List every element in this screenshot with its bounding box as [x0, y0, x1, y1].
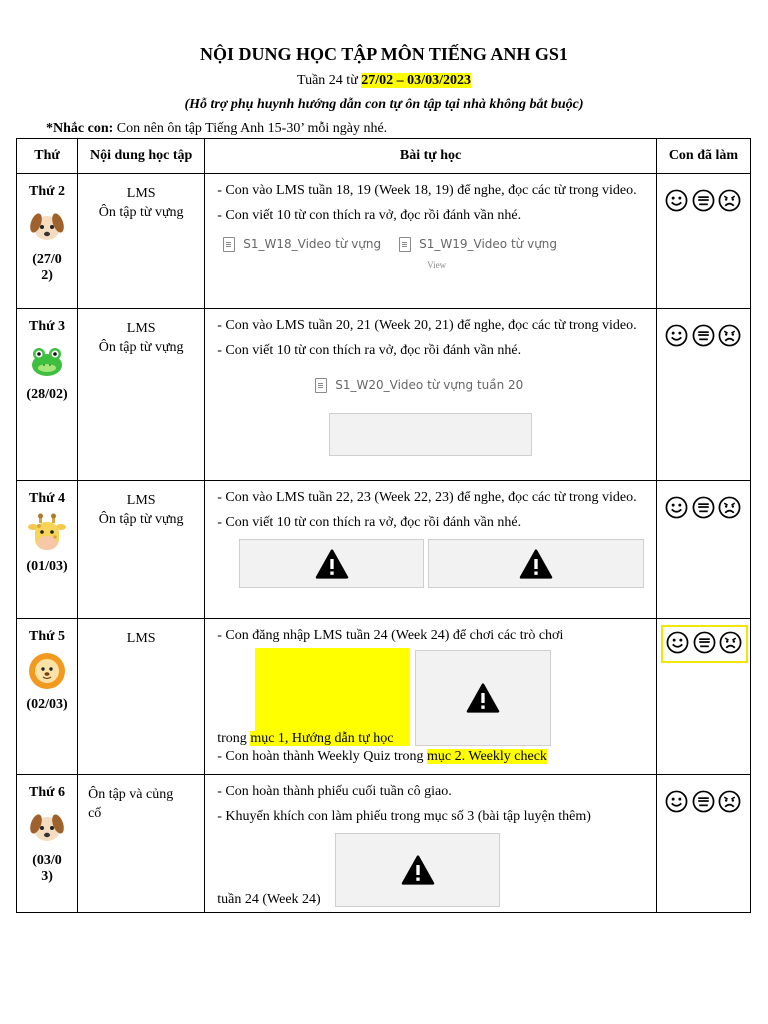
sad-face-icon[interactable]	[718, 496, 741, 519]
content-cell	[78, 174, 205, 309]
highlight-text: mục 2. Weekly check	[427, 749, 547, 764]
content-cell	[78, 619, 205, 775]
task-text: - Con vào LMS tuần 22, 23 (Week 22, 23) để nghe, đọc các từ trong video.	[217, 490, 637, 505]
table-row	[17, 481, 751, 619]
content-line: LMS	[126, 321, 156, 336]
happy-face-icon[interactable]	[665, 324, 688, 347]
table-row	[17, 174, 751, 309]
happy-face-icon[interactable]	[666, 631, 689, 654]
file-link[interactable]	[315, 376, 523, 394]
support-note: (Hỗ trợ phụ huynh hướng dẫn con tự ôn tập tại nhà không bắt buộc)	[184, 97, 584, 112]
task-cell	[205, 619, 657, 775]
content-line: Ôn tập từ vựng	[98, 205, 184, 220]
embedded-preview[interactable]	[239, 539, 424, 588]
content-cell	[78, 309, 205, 481]
rating-cell	[656, 775, 750, 913]
file-link[interactable]	[223, 235, 381, 253]
view-link[interactable]: View	[427, 259, 447, 270]
content-cell	[78, 775, 205, 913]
task-text: - Con đăng nhập LMS tuần 24 (Week 24) để chơi các trò chơi	[217, 628, 564, 643]
frog-icon	[27, 341, 67, 381]
date-label: (27/0	[32, 252, 62, 267]
sad-face-icon[interactable]	[718, 790, 741, 813]
warning-icon	[466, 683, 500, 713]
reminder-text: Con nên ôn tập Tiếng Anh 15-30’ mỗi ngày nhé.	[113, 121, 388, 136]
highlight-text: mục 1, Hướng dẫn tự học	[250, 731, 394, 746]
warning-icon	[401, 855, 435, 885]
file-name: S1_W19_Video từ vựng	[419, 237, 558, 251]
happy-face-icon[interactable]	[665, 790, 688, 813]
embedded-preview[interactable]	[335, 833, 500, 907]
header-done: Con đã làm	[656, 139, 750, 174]
neutral-face-icon[interactable]	[692, 324, 715, 347]
neutral-face-icon[interactable]	[692, 496, 715, 519]
header-content: Nội dung học tập	[78, 139, 205, 174]
task-text: - Con viết 10 từ con thích ra vở, đọc rồi đánh vần nhé.	[217, 208, 522, 223]
content-line: LMS	[126, 631, 156, 646]
day-label: Thứ 6	[29, 785, 66, 800]
task-text: - Khuyến khích con làm phiếu trong mục số 3 (bài tập luyện thêm)	[217, 809, 591, 824]
week-range: 27/02 – 03/03/2023	[361, 73, 471, 88]
warning-icon	[519, 549, 553, 579]
day-cell	[17, 775, 78, 913]
warning-icon	[315, 549, 349, 579]
lion-icon	[27, 651, 67, 691]
rating-cell	[656, 619, 750, 775]
week-prefix: Tuần 24 từ	[297, 73, 362, 88]
file-link[interactable]	[399, 235, 557, 274]
day-cell	[17, 174, 78, 309]
day-label: Thứ 4	[29, 491, 66, 506]
task-prefix: - Con hoàn thành Weekly Quiz trong	[217, 749, 427, 764]
document-title: NỘI DUNG HỌC TẬP MÔN TIẾNG ANH GS1	[200, 44, 568, 64]
rating-cell	[656, 309, 750, 481]
date-label: (03/0	[32, 853, 62, 868]
neutral-face-icon[interactable]	[692, 790, 715, 813]
sad-face-icon[interactable]	[718, 189, 741, 212]
embedded-preview[interactable]	[428, 539, 644, 588]
day-cell	[17, 619, 78, 775]
task-text: - Con vào LMS tuần 20, 21 (Week 20, 21) để nghe, đọc các từ trong video.	[217, 318, 637, 333]
date-label: (02/03)	[26, 697, 68, 712]
date-label: (01/03)	[26, 559, 68, 574]
day-cell	[17, 481, 78, 619]
content-line: Ôn tập từ vựng	[98, 340, 184, 355]
dog-icon	[27, 206, 67, 246]
document-icon	[223, 237, 235, 252]
dog-icon	[27, 807, 67, 847]
giraffe-icon	[27, 513, 67, 553]
happy-face-icon[interactable]	[665, 496, 688, 519]
task-cell	[205, 481, 657, 619]
table-row	[17, 619, 751, 775]
embedded-preview[interactable]	[329, 413, 532, 456]
date-label: (28/02)	[26, 387, 68, 402]
rating-cell	[656, 174, 750, 309]
sad-face-icon[interactable]	[719, 631, 742, 654]
happy-face-icon[interactable]	[665, 189, 688, 212]
lesson-table	[16, 138, 751, 913]
document-icon	[399, 237, 411, 252]
table-row	[17, 775, 751, 913]
task-text	[217, 748, 646, 766]
neutral-face-icon[interactable]	[692, 189, 715, 212]
day-label: Thứ 5	[29, 629, 66, 644]
content-line: Ôn tập và củng cố	[88, 787, 174, 821]
rating-highlight-box	[661, 625, 748, 663]
file-name: S1_W18_Video từ vựng	[243, 237, 382, 251]
rating-cell	[656, 481, 750, 619]
content-line: LMS	[126, 493, 156, 508]
date-label-cont: 2)	[41, 268, 53, 283]
content-line: LMS	[126, 186, 156, 201]
task-text	[217, 730, 393, 748]
neutral-face-icon[interactable]	[693, 631, 716, 654]
task-text: - Con viết 10 từ con thích ra vở, đọc rồi đánh vần nhé.	[217, 343, 522, 358]
file-name: S1_W20_Video từ vựng tuần 20	[335, 378, 524, 392]
reminder-label: *Nhắc con:	[46, 121, 114, 136]
date-label-cont: 3)	[41, 869, 53, 884]
task-cell	[205, 775, 657, 913]
task-text: - Con viết 10 từ con thích ra vở, đọc rồi đánh vần nhé.	[217, 515, 522, 530]
day-label: Thứ 3	[29, 319, 66, 334]
task-cell	[205, 309, 657, 481]
sad-face-icon[interactable]	[718, 324, 741, 347]
document-icon	[315, 378, 327, 393]
task-prefix: trong	[217, 731, 251, 746]
header-day: Thứ	[17, 139, 78, 174]
header-task: Bài tự học	[205, 139, 657, 174]
reminder	[46, 121, 387, 137]
day-cell	[17, 309, 78, 481]
content-line: Ôn tập từ vựng	[98, 512, 184, 527]
task-text: - Con hoàn thành phiếu cuối tuần cô giao.	[217, 784, 452, 799]
embedded-preview[interactable]	[415, 650, 551, 746]
table-header-row	[17, 139, 751, 174]
day-label: Thứ 2	[29, 184, 66, 199]
task-text: tuần 24 (Week 24)	[217, 892, 321, 907]
week-line	[0, 73, 768, 89]
table-row	[17, 309, 751, 481]
content-cell	[78, 481, 205, 619]
task-text: - Con vào LMS tuần 18, 19 (Week 18, 19) để nghe, đọc các từ trong video.	[217, 183, 637, 198]
task-cell	[205, 174, 657, 309]
